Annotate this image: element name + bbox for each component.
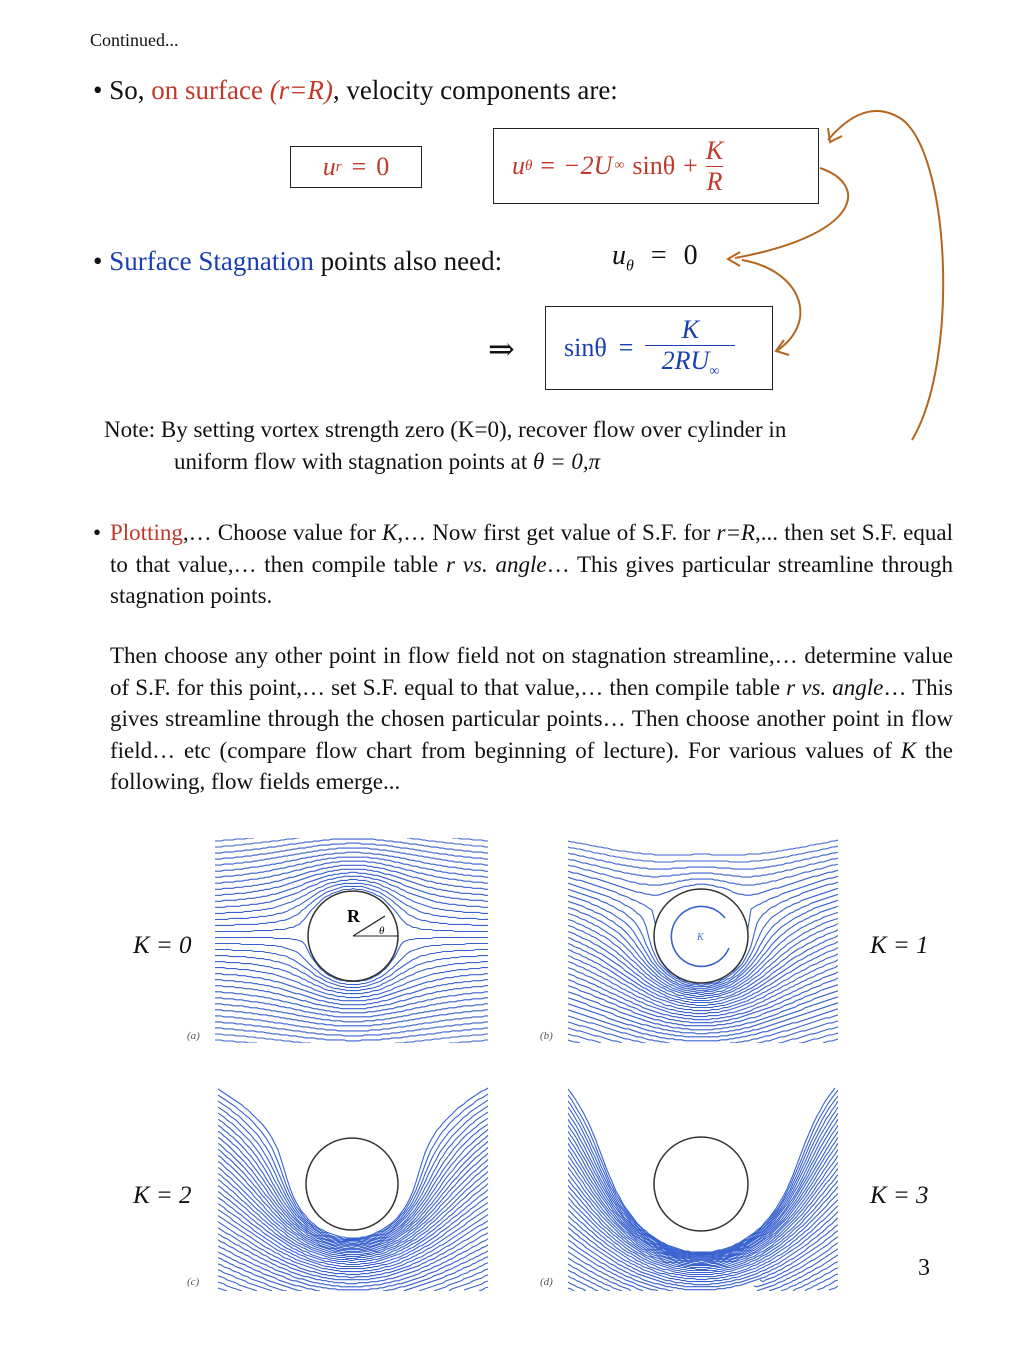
k-label-3: K = 3 bbox=[870, 1182, 929, 1209]
text-velocity-components: , velocity components are: bbox=[332, 75, 618, 105]
cylinder bbox=[306, 1138, 398, 1230]
ur-symbol: u bbox=[322, 152, 336, 181]
panel-letter-c: (c) bbox=[187, 1276, 200, 1288]
k-label-2: K = 2 bbox=[133, 1182, 192, 1209]
streamline bbox=[215, 848, 488, 865]
utheta-term: −2U bbox=[563, 151, 613, 180]
plot-k: K bbox=[382, 520, 398, 545]
cylinder bbox=[654, 1137, 748, 1231]
streamline bbox=[829, 1286, 838, 1290]
p2-t2: … This gives streamline through the chosen particular points… Then choose another point in flow field… etc (compare flow chart from beginning of lecture). For various values of bbox=[110, 674, 953, 763]
cond-u: u bbox=[612, 240, 626, 271]
p2-k: K bbox=[900, 737, 917, 763]
streamline bbox=[793, 1268, 838, 1291]
streamline bbox=[568, 1282, 586, 1291]
connector-arrows bbox=[0, 0, 1024, 460]
streamline bbox=[395, 1034, 488, 1043]
streamline bbox=[452, 838, 488, 841]
plotting-paragraph bbox=[93, 517, 953, 612]
plot-r-eq-R: r=R bbox=[716, 520, 756, 545]
p2-t3: the following, flow fields emerge... bbox=[110, 737, 953, 794]
note-line2-text: uniform flow with stagnation points at bbox=[174, 449, 528, 474]
streamline bbox=[781, 1262, 838, 1291]
plot-t1: ,… Choose value for bbox=[182, 520, 382, 545]
streamline bbox=[449, 1040, 488, 1043]
flow-panel-k3 bbox=[568, 1086, 838, 1291]
flow-panel-k0 bbox=[215, 838, 490, 1043]
result-num: K bbox=[681, 315, 700, 345]
bullet-mark: • bbox=[93, 520, 102, 545]
streamline bbox=[568, 1040, 580, 1043]
text-points-also-need: points also need: bbox=[313, 246, 503, 276]
streamline bbox=[215, 1040, 257, 1043]
flow-panel-k1 bbox=[568, 838, 838, 1043]
streamline bbox=[215, 1028, 488, 1041]
arrow-note-to-utheta bbox=[828, 111, 943, 440]
text-r-eq-R: (r=R) bbox=[269, 75, 333, 105]
streamline bbox=[218, 1270, 272, 1291]
cond-sub: θ bbox=[626, 257, 634, 275]
radius-label: R bbox=[347, 906, 360, 926]
streamline bbox=[568, 1288, 574, 1291]
streamline-paragraph bbox=[110, 640, 953, 798]
bullet-mark: • bbox=[93, 75, 103, 105]
plot-t2: ,… Now first get value of S.F. for bbox=[397, 520, 717, 545]
streamline bbox=[215, 1010, 488, 1026]
continued-label: Continued... bbox=[90, 30, 179, 50]
utheta-subscript: θ bbox=[525, 157, 533, 174]
flow-panel-k2 bbox=[218, 1086, 490, 1291]
utheta-plus: + bbox=[683, 151, 698, 180]
text-on-surface: on surface bbox=[151, 75, 270, 105]
text-so: So, bbox=[109, 75, 152, 105]
arrowhead-utheta bbox=[828, 128, 842, 142]
panel-letter-a: (a) bbox=[187, 1030, 200, 1042]
p2-rvs: r vs. angle bbox=[786, 674, 884, 700]
ur-subscript: r bbox=[335, 158, 342, 175]
result-sin: sinθ bbox=[564, 333, 607, 362]
p2-t1: Then choose any other point in flow field not on stagnation streamline,… determine value of S.F. for this point,… set S.F. equal to that value,… then compile table bbox=[110, 643, 953, 700]
streamline bbox=[215, 1034, 311, 1043]
utheta-sin: sinθ bbox=[632, 151, 676, 180]
cond-zero: 0 bbox=[683, 240, 698, 271]
ur-equals: = bbox=[351, 152, 367, 181]
plot-t4: … This gives particular streamline through stagnation points. bbox=[110, 551, 953, 608]
text-surface-stagnation: Surface Stagnation bbox=[109, 246, 314, 276]
page-number: 3 bbox=[918, 1255, 930, 1281]
result-equals: = bbox=[618, 333, 634, 362]
streamline bbox=[218, 1288, 227, 1291]
note-theta-values: θ = 0,π bbox=[533, 449, 601, 474]
streamline bbox=[215, 838, 299, 847]
streamline bbox=[568, 1022, 646, 1043]
streamline bbox=[568, 840, 838, 855]
k-label-0: K = 0 bbox=[133, 932, 192, 959]
cond-equals: = bbox=[650, 240, 667, 271]
panel-letter-b: (b) bbox=[540, 1030, 553, 1042]
streamline bbox=[215, 839, 488, 853]
streamline bbox=[215, 838, 254, 841]
note-line1: Note: By setting vortex strength zero (K=0), recover flow over cylinder in bbox=[104, 417, 787, 442]
utheta-symbol: u bbox=[512, 151, 525, 180]
result-den: 2RU bbox=[661, 346, 710, 376]
k-label-1: K = 1 bbox=[870, 932, 929, 959]
plot-rvs: r vs. angle bbox=[446, 551, 547, 577]
arrow-condition-to-result bbox=[742, 260, 800, 350]
streamline bbox=[434, 1269, 488, 1291]
streamline bbox=[407, 838, 488, 847]
note-line2 bbox=[104, 446, 786, 478]
streamline bbox=[419, 1263, 488, 1291]
circulation-k-label: K bbox=[697, 932, 704, 943]
streamline bbox=[757, 1021, 838, 1043]
utheta-equals: = bbox=[540, 151, 556, 180]
arrowhead-condition bbox=[728, 252, 740, 266]
theta-label: θ bbox=[379, 925, 385, 937]
streamline bbox=[215, 1022, 488, 1036]
text-plotting: Plotting bbox=[110, 520, 183, 545]
utheta-infinity: ∞ bbox=[614, 158, 625, 173]
result-den-infinity: ∞ bbox=[709, 364, 720, 380]
utheta-num: K bbox=[705, 135, 724, 165]
streamline bbox=[823, 1039, 838, 1043]
ur-value: 0 bbox=[376, 152, 390, 181]
panel-letter-d: (d) bbox=[540, 1276, 553, 1288]
note-block bbox=[104, 414, 786, 478]
utheta-den: R bbox=[706, 166, 723, 196]
plot-t3: ,... then set S.F. equal to that value,… then compile table bbox=[110, 520, 953, 577]
streamline bbox=[479, 1287, 488, 1291]
streamline bbox=[215, 1016, 488, 1031]
bullet-mark: • bbox=[93, 246, 103, 276]
implies-arrow: ⇒ bbox=[488, 331, 515, 367]
arrow-utheta-to-condition bbox=[735, 168, 848, 258]
